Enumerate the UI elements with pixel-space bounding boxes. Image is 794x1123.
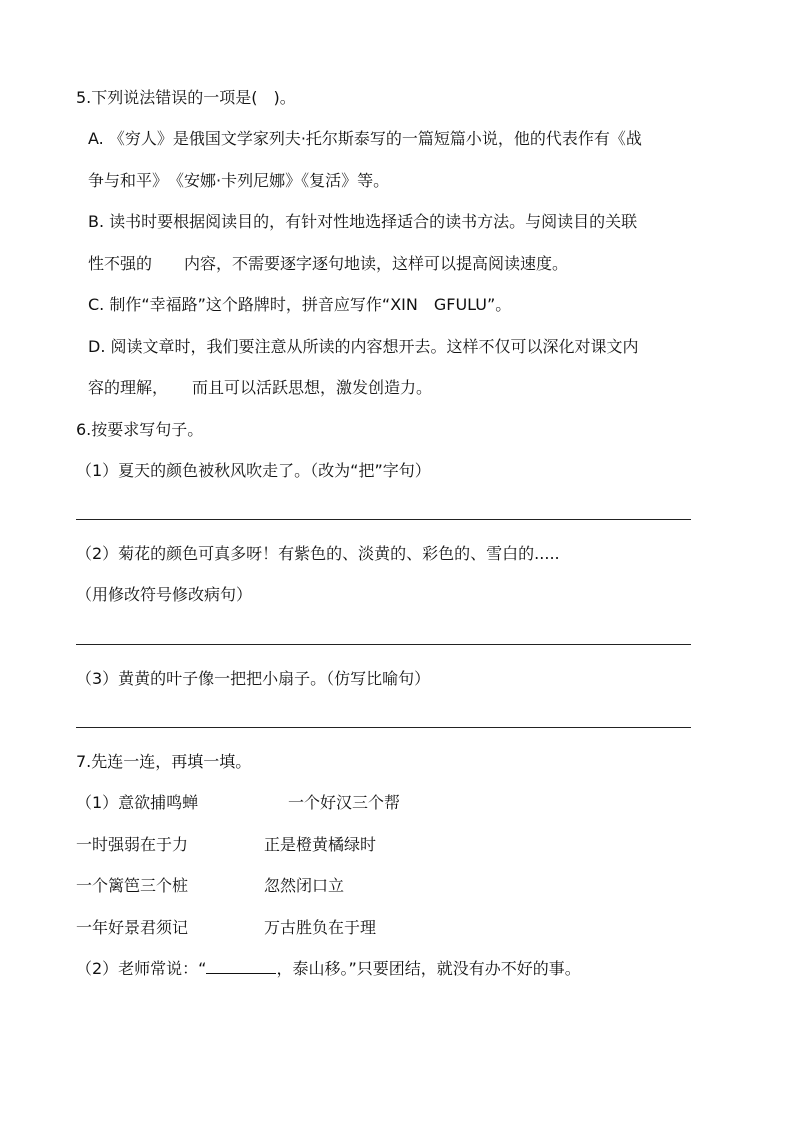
q6-sentence-1: （1）夏天的颜色被秋风吹走了。（改为“把”字句） bbox=[76, 461, 431, 480]
q5-option-b-line2: 性不强的 内容，不需要逐字逐句地读，这样可以提高阅读速度。 bbox=[88, 254, 569, 273]
answer-line-2[interactable] bbox=[76, 644, 691, 645]
q5-option-a-line1: A. 《穷人》是俄国文学家列夫·托尔斯泰写的一篇短篇小说，他的代表作有《战 bbox=[88, 129, 642, 148]
q6-title: 6.按要求写句子。 bbox=[76, 420, 204, 439]
q6-sentence-2: （2）菊花的颜色可真多呀！有紫色的、淡黄的、彩色的、雪白的..... bbox=[76, 544, 560, 563]
q5-option-d-line2: 容的理解， 而且可以活跃思想，激发创造力。 bbox=[88, 378, 433, 397]
q5-option-b-line1: B. 读书时要根据阅读目的，有针对性地选择适合的读书方法。与阅读目的关联 bbox=[88, 212, 638, 231]
q5-option-a-line2: 争与和平》 《安娜·卡列尼娜》《复活》等。 bbox=[88, 171, 390, 190]
q5-option-d-line1: D. 阅读文章时，我们要注意从所读的内容想开去。这样不仅可以深化对课文内 bbox=[88, 337, 639, 356]
match-left-2[interactable]: 一时强弱在于力 bbox=[76, 835, 189, 854]
match-left-4[interactable]: 一年好景君须记 bbox=[76, 918, 189, 937]
match-right-3[interactable]: 忽然闭口立 bbox=[264, 876, 345, 895]
answer-line-3[interactable] bbox=[76, 727, 691, 728]
match-right-1[interactable]: 一个好汉三个帮 bbox=[288, 793, 401, 812]
q7-fill-sentence bbox=[76, 959, 581, 979]
fill-prefix: （2）老师常说：“ bbox=[76, 959, 207, 978]
answer-line-1[interactable] bbox=[76, 519, 691, 520]
fill-suffix: ，泰山移。”只要团结，就没有办不好的事。 bbox=[276, 959, 581, 978]
match-right-4[interactable]: 万古胜负在于理 bbox=[264, 918, 377, 937]
q6-sentence-3: （3）黄黄的叶子像一把把小扇子。（仿写比喻句） bbox=[76, 669, 431, 688]
match-left-3[interactable]: 一个篱笆三个桩 bbox=[76, 876, 189, 895]
q5-option-c: C. 制作“幸福路”这个路牌时，拼音应写作“XIN GFULU”。 bbox=[88, 295, 512, 314]
q5-title: 5.下列说法错误的一项是( )。 bbox=[76, 88, 296, 107]
q6-sentence-2-instruction: （用修改符号修改病句） bbox=[76, 585, 253, 604]
match-right-2[interactable]: 正是橙黄橘绿时 bbox=[264, 835, 377, 854]
match-left-1[interactable]: （1）意欲捕鸣蝉 bbox=[76, 793, 199, 812]
q7-title: 7.先连一连，再填一填。 bbox=[76, 752, 252, 771]
fill-blank[interactable] bbox=[206, 959, 276, 974]
